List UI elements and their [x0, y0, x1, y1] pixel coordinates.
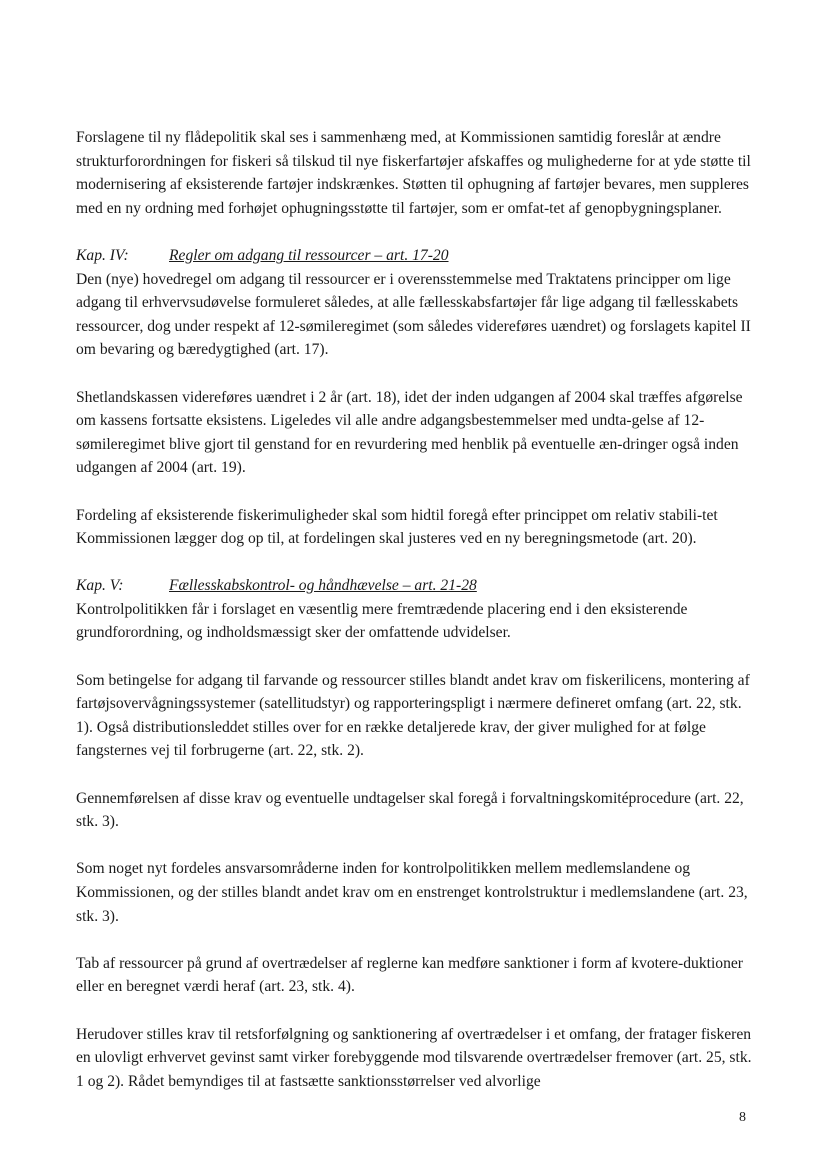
- paragraph-v-6: Herudover stilles krav til retsforfølgning og sanktionering af overtrædelser i et omfang, der fratager fiskeren en ulovligt erhvervet gevinst samt virker forebyggende mod tilsvarende overtrædelser fremover (art. 25, stk. 1 og 2). Rådet bemyndiges til at fastsætte sanktionsstørrelser ved alvorlige: [76, 1025, 752, 1090]
- chapter-title-iv: Regler om adgang til ressourcer – art. 17-20: [169, 246, 449, 264]
- chapter-title-v: Fællesskabskontrol- og håndhævelse – art. 21-28: [169, 577, 477, 595]
- chapter-label-v: Kap. V:: [76, 577, 124, 595]
- section-heading-iv: [76, 244, 758, 268]
- document-page: [76, 126, 758, 1117]
- paragraph-v-5: Tab af ressourcer på grund af overtrædelser af reglerne kan medføre sanktioner i form af kvotere-duktioner eller en beregnet værdi heraf (art. 23, stk. 4).: [76, 954, 743, 996]
- paragraph-iv-1: Den (nye) hovedregel om adgang til ressourcer er i overensstemmelse med Traktatens principper om lige adgang til erhvervsudøvelse formuleret således, at alle fællesskabsfartøjer får lige adgang til fællesskabets ressourcer, dog under respekt af 12-sømileregimet (som således videreføres uændret) og forslagets kapitel II om bevaring og bæredygtighed (art. 17).: [76, 270, 751, 359]
- paragraph-iv-2: Shetlandskassen videreføres uændret i 2 år (art. 18), idet der inden udgangen af 2004 skal træffes afgørelse om kassens fortsatte eksistens. Ligeledes vil alle andre adgangsbestemmelser med undta-gelse af 12-sømileregimet blive gjort til genstand for en revurdering med henblik på eventuelle æn-dringer også inden udgangen af 2004 (art. 19).: [76, 388, 743, 477]
- paragraph-v-4: Som noget nyt fordeles ansvarsområderne inden for kontrolpolitikken mellem medlemslandene og Kommissionen, og der stilles blandt andet krav om en enstrenget kontrolstruktur i medlemslandene (art. 23, stk. 3).: [76, 860, 748, 925]
- page-number: 8: [739, 1110, 746, 1125]
- paragraph-v-2: Som betingelse for adgang til farvande og ressourcer stilles blandt andet krav om fiskerilicens, montering af fartøjsovervågningssystemer (satellitudstyr) og rapporteringspligt i nærmere defineret omfang (art. 22, stk. 1). Også distributionsleddet stilles over for en række detaljerede krav, der giver mulighed for at følge fangsternes vej til forbrugerne (art. 22, stk. 2).: [76, 671, 750, 760]
- paragraph-v-1: Kontrolpolitikken får i forslaget en væsentlig mere fremtrædende placering end i den eksisterende grundforordning, og indholdsmæssigt sker der omfattende udvidelser.: [76, 600, 688, 642]
- paragraph-v-3: Gennemførelsen af disse krav og eventuelle undtagelser skal foregå i forvaltningskomitéprocedure (art. 22, stk. 3).: [76, 789, 744, 831]
- paragraph-iv-3: Fordeling af eksisterende fiskerimuligheder skal som hidtil foregå efter princippet om relativ stabili-tet Kommissionen lægger dog op til, at fordelingen skal justeres ved en ny beregningsmetode (art. 20).: [76, 506, 718, 548]
- paragraph-intro: Forslagene til ny flådepolitik skal ses i sammenhæng med, at Kommissionen samtidig foreslår at ændre strukturforordningen for fiskeri så tilskud til nye fiskerfartøjer afskaffes og mulighederne for at yde støtte til modernisering af eksisterende fartøjer indskrænkes. Støtten til ophugning af fartøjer bevares, men suppleres med en ny ordning med forhøjet ophugningsstøtte til fartøjer, som er omfat-tet af genopbygningsplaner.: [76, 129, 751, 217]
- chapter-label-iv: Kap. IV:: [76, 246, 129, 264]
- section-heading-v: [76, 574, 758, 598]
